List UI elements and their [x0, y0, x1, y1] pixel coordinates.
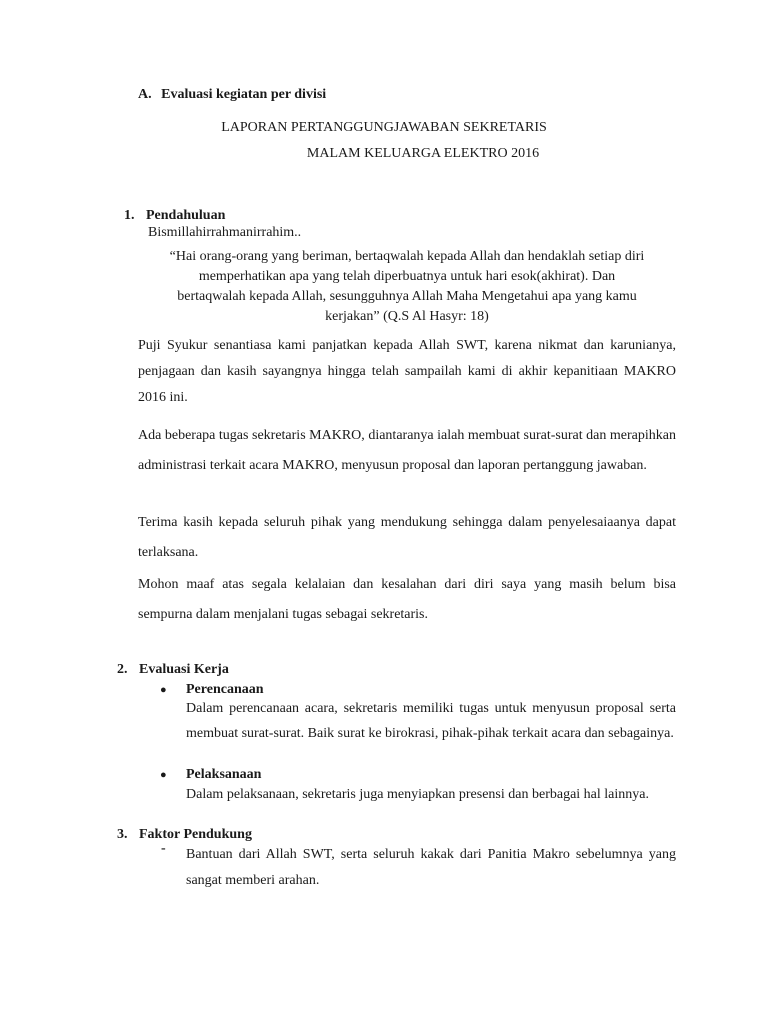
bullet-icon: ●	[160, 769, 167, 781]
bullet-icon: ●	[160, 684, 167, 696]
evaluasi-number: 2.	[117, 662, 128, 677]
perencanaan-title: Perencanaan	[186, 682, 264, 697]
evaluasi-title: Evaluasi Kerja	[139, 662, 229, 677]
evaluasi-kerja-heading	[117, 662, 229, 678]
pelaksanaan-text: Dalam pelaksanaan, sekretaris juga menyiapkan presensi dan berbagai hal lainnya.	[186, 787, 649, 802]
quote-line: memperhatikan apa yang telah diperbuatnya untuk hari esok(akhirat). Dan	[198, 269, 616, 284]
perencanaan-text: Dalam perencanaan acara, sekretaris memiliki tugas untuk menyusun proposal serta membuat surat-surat. Baik surat ke birokrasi, pihak-pihak terkait acara dan sebagainya.	[186, 701, 676, 741]
paragraph-duties: Ada beberapa tugas sekretaris MAKRO, diantaranya ialah membuat surat-surat dan merapihkan administrasi terkait acara MAKRO, menyusun proposal dan laporan pertanggung jawaban.	[138, 428, 676, 473]
quote-line: “Hai orang-orang yang beriman, bertaqwalah kepada Allah dan hendaklah setiap diri	[169, 249, 645, 264]
faktor-item-text: Bantuan dari Allah SWT, serta seluruh kakak dari Panitia Makro sebelumnya yang sangat memberi arahan.	[186, 847, 676, 888]
faktor-title: Faktor Pendukung	[139, 827, 252, 842]
quote-line: bertaqwalah kepada Allah, sesungguhnya Allah Maha Mengetahui apa yang kamu	[177, 289, 637, 304]
pendahuluan-heading	[124, 208, 225, 224]
report-title-line1: LAPORAN PERTANGGUNGJAWABAN SEKRETARIS	[221, 120, 547, 135]
section-marker: A.	[138, 87, 152, 102]
paragraph-gratitude: Puji Syukur senantiasa kami panjatkan kepada Allah SWT, karena nikmat dan karunianya, penjagaan dan kasih sayangnya hingga telah sampailah kami di akhir kepanitiaan MAKRO 2016 ini.	[138, 338, 676, 405]
paragraph-thanks: Terima kasih kepada seluruh pihak yang mendukung sehingga dalam penyelesaiaanya dapat terlaksana.	[138, 515, 676, 560]
quran-quote	[138, 247, 676, 327]
quote-line: kerjakan” (Q.S Al Hasyr: 18)	[325, 309, 489, 324]
pendahuluan-number: 1.	[124, 208, 135, 223]
section-heading	[138, 87, 326, 103]
pendahuluan-title: Pendahuluan	[146, 208, 226, 223]
paragraph-apology: Mohon maaf atas segala kelalaian dan kesalahan dari diri saya yang masih belum bisa sempurna dalam menjalani tugas sebagai sekretaris.	[138, 577, 676, 622]
report-title-line2: MALAM KELUARGA ELEKTRO 2016	[306, 146, 540, 161]
opening-greeting: Bismillahirrahmanirrahim..	[148, 225, 302, 240]
faktor-number: 3.	[117, 827, 128, 842]
dash-marker: -	[161, 841, 166, 856]
pelaksanaan-title: Pelaksanaan	[186, 767, 262, 782]
section-title: Evaluasi kegiatan per divisi	[161, 87, 327, 102]
faktor-pendukung-heading	[117, 827, 252, 843]
